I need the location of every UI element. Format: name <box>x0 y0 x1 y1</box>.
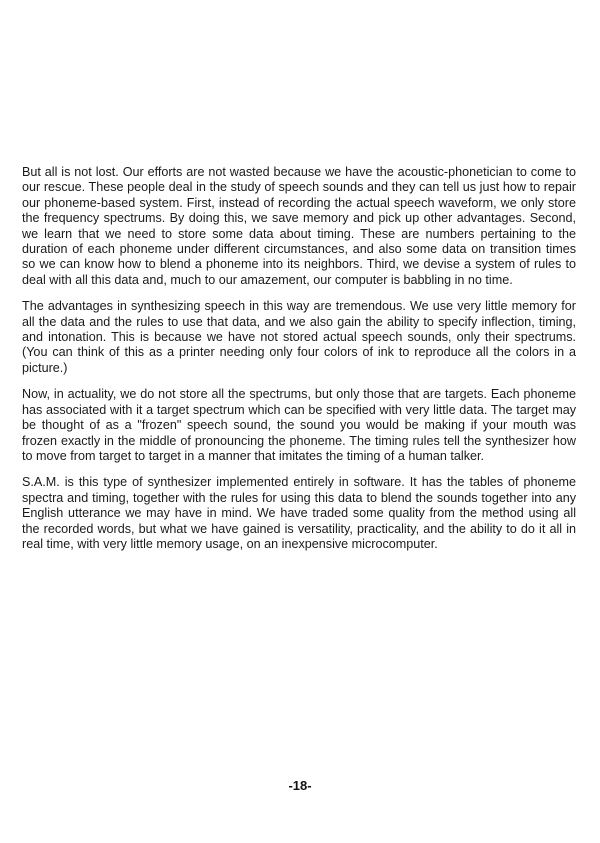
paragraph-2: The advantages in synthesizing speech in this way are tremendous. We use very little memory for all the data and the rules to use that data, and we also gain the ability to specify inflection, timing, and intonation. This is because we have not stored actual speech sounds, only their spectrums. (You can think of this as a printer needing only four colors of ink to reproduce all the colors in a picture.) <box>22 299 576 375</box>
paragraph-3: Now, in actuality, we do not store all the spectrums, but only those that are targets. Each phoneme has associated with it a target spectrum which can be specified with very little data. The target may be thought of as a "frozen" speech sound, the sound you would be making if your mouth was frozen exactly in the middle of pronouncing the phoneme. The timing rules tell the synthesizer how to move from target to target in a manner that imitates the timing of a human talker. <box>22 387 576 463</box>
paragraph-1: But all is not lost. Our efforts are not wasted because we have the acoustic-phonetician to come to our rescue. These people deal in the study of speech sounds and they can tell us just how to repair our phoneme-based system. First, instead of recording the actual speech waveform, we only store the frequency spectrums. By doing this, we save memory and pick up other advantages. Second, we learn that we need to store some data about timing. These are numbers pertaining to the duration of each phoneme under different circumstances, and also some data on transition times so we can know how to blend a phoneme into its neighbors. Third, we devise a system of rules to deal with all this data and, much to our amazement, our computer is babbling in no time. <box>22 165 576 287</box>
page-number: -18- <box>288 778 312 793</box>
body-text <box>22 165 576 563</box>
paragraph-4: S.A.M. is this type of synthesizer implemented entirely in software. It has the tables of phoneme spectra and timing, together with the rules for using this data to blend the sounds together into any English utterance we may have in mind. We have traded some quality from the method using all the recorded words, but what we have gained is versatility, practicality, and the ability to do it all in real time, with very little memory usage, on an inexpensive microcomputer. <box>22 475 576 551</box>
